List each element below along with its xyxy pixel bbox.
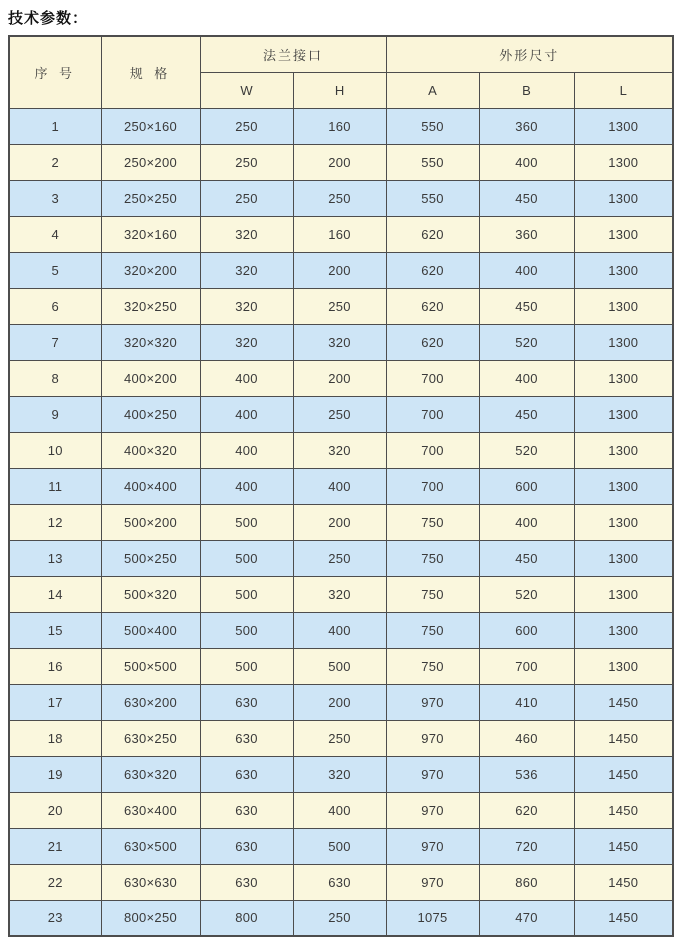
table-row (9, 108, 673, 144)
cell-index: 15 (9, 612, 101, 648)
cell-index: 16 (9, 648, 101, 684)
cell-h: 250 (293, 720, 386, 756)
table-row (9, 360, 673, 396)
table-row (9, 612, 673, 648)
cell-l: 1300 (574, 432, 673, 468)
cell-l: 1300 (574, 180, 673, 216)
cell-index: 12 (9, 504, 101, 540)
cell-b: 620 (479, 792, 574, 828)
cell-b: 536 (479, 756, 574, 792)
cell-spec: 630×320 (101, 756, 200, 792)
cell-w: 500 (200, 576, 293, 612)
header-col-spec: 规 格 (101, 36, 200, 108)
cell-w: 400 (200, 468, 293, 504)
cell-a: 970 (386, 684, 479, 720)
cell-h: 500 (293, 828, 386, 864)
cell-h: 160 (293, 216, 386, 252)
cell-l: 1450 (574, 900, 673, 936)
cell-l: 1450 (574, 864, 673, 900)
table-row (9, 792, 673, 828)
cell-w: 630 (200, 684, 293, 720)
cell-index: 6 (9, 288, 101, 324)
cell-w: 320 (200, 324, 293, 360)
cell-h: 200 (293, 144, 386, 180)
header-col-b: B (479, 72, 574, 108)
table-row (9, 648, 673, 684)
cell-w: 250 (200, 144, 293, 180)
cell-h: 400 (293, 468, 386, 504)
cell-h: 630 (293, 864, 386, 900)
cell-a: 700 (386, 432, 479, 468)
cell-b: 860 (479, 864, 574, 900)
cell-spec: 400×200 (101, 360, 200, 396)
table-row (9, 144, 673, 180)
header-group-dimensions: 外形尺寸 (386, 36, 673, 72)
cell-index: 23 (9, 900, 101, 936)
cell-spec: 630×400 (101, 792, 200, 828)
cell-l: 1300 (574, 288, 673, 324)
cell-h: 400 (293, 792, 386, 828)
header-col-w: W (200, 72, 293, 108)
cell-l: 1450 (574, 720, 673, 756)
cell-l: 1300 (574, 612, 673, 648)
cell-index: 21 (9, 828, 101, 864)
cell-b: 400 (479, 252, 574, 288)
cell-h: 250 (293, 288, 386, 324)
cell-b: 700 (479, 648, 574, 684)
cell-a: 970 (386, 720, 479, 756)
cell-a: 750 (386, 504, 479, 540)
cell-index: 4 (9, 216, 101, 252)
cell-h: 320 (293, 756, 386, 792)
cell-h: 320 (293, 576, 386, 612)
cell-h: 250 (293, 396, 386, 432)
table-row (9, 540, 673, 576)
cell-l: 1300 (574, 252, 673, 288)
cell-a: 700 (386, 360, 479, 396)
cell-b: 600 (479, 612, 574, 648)
cell-l: 1450 (574, 792, 673, 828)
cell-l: 1300 (574, 108, 673, 144)
cell-spec: 400×320 (101, 432, 200, 468)
header-col-a: A (386, 72, 479, 108)
cell-index: 18 (9, 720, 101, 756)
cell-w: 320 (200, 288, 293, 324)
cell-h: 200 (293, 684, 386, 720)
cell-h: 200 (293, 252, 386, 288)
table-row (9, 288, 673, 324)
cell-w: 250 (200, 108, 293, 144)
cell-l: 1300 (574, 504, 673, 540)
table-row (9, 720, 673, 756)
cell-b: 470 (479, 900, 574, 936)
cell-a: 970 (386, 792, 479, 828)
cell-spec: 500×320 (101, 576, 200, 612)
cell-b: 450 (479, 540, 574, 576)
cell-w: 800 (200, 900, 293, 936)
cell-index: 7 (9, 324, 101, 360)
table-row (9, 684, 673, 720)
cell-spec: 500×250 (101, 540, 200, 576)
cell-b: 360 (479, 108, 574, 144)
cell-b: 400 (479, 360, 574, 396)
cell-b: 520 (479, 432, 574, 468)
cell-l: 1300 (574, 144, 673, 180)
cell-h: 200 (293, 504, 386, 540)
cell-a: 970 (386, 828, 479, 864)
cell-a: 620 (386, 324, 479, 360)
header-row-groups (9, 36, 673, 72)
cell-b: 360 (479, 216, 574, 252)
cell-w: 630 (200, 864, 293, 900)
cell-spec: 250×250 (101, 180, 200, 216)
table-row (9, 900, 673, 936)
cell-spec: 500×500 (101, 648, 200, 684)
cell-w: 400 (200, 396, 293, 432)
cell-l: 1450 (574, 828, 673, 864)
cell-spec: 400×400 (101, 468, 200, 504)
cell-a: 620 (386, 216, 479, 252)
cell-w: 320 (200, 252, 293, 288)
table-row (9, 432, 673, 468)
cell-w: 500 (200, 612, 293, 648)
cell-b: 520 (479, 324, 574, 360)
cell-a: 970 (386, 864, 479, 900)
cell-b: 400 (479, 504, 574, 540)
cell-b: 450 (479, 288, 574, 324)
cell-a: 700 (386, 468, 479, 504)
page-title: 技术参数： (8, 10, 89, 27)
cell-spec: 500×200 (101, 504, 200, 540)
cell-l: 1300 (574, 468, 673, 504)
cell-spec: 630×200 (101, 684, 200, 720)
cell-w: 400 (200, 432, 293, 468)
table-row (9, 828, 673, 864)
cell-a: 550 (386, 180, 479, 216)
cell-w: 500 (200, 648, 293, 684)
cell-b: 450 (479, 180, 574, 216)
cell-w: 400 (200, 360, 293, 396)
cell-b: 400 (479, 144, 574, 180)
header-group-flange: 法兰接口 (200, 36, 386, 72)
cell-a: 550 (386, 108, 479, 144)
cell-index: 14 (9, 576, 101, 612)
cell-b: 450 (479, 396, 574, 432)
cell-a: 750 (386, 540, 479, 576)
cell-w: 500 (200, 504, 293, 540)
table-row (9, 252, 673, 288)
cell-spec: 800×250 (101, 900, 200, 936)
table-body (9, 108, 673, 936)
table-header (9, 36, 673, 108)
cell-h: 320 (293, 432, 386, 468)
cell-l: 1450 (574, 684, 673, 720)
cell-a: 970 (386, 756, 479, 792)
cell-l: 1300 (574, 324, 673, 360)
cell-a: 700 (386, 396, 479, 432)
cell-b: 600 (479, 468, 574, 504)
cell-index: 22 (9, 864, 101, 900)
cell-w: 630 (200, 792, 293, 828)
cell-w: 250 (200, 180, 293, 216)
cell-spec: 630×630 (101, 864, 200, 900)
cell-spec: 400×250 (101, 396, 200, 432)
cell-h: 250 (293, 540, 386, 576)
table-row (9, 576, 673, 612)
cell-spec: 500×400 (101, 612, 200, 648)
cell-index: 17 (9, 684, 101, 720)
table-row (9, 324, 673, 360)
cell-index: 1 (9, 108, 101, 144)
cell-spec: 320×200 (101, 252, 200, 288)
cell-index: 2 (9, 144, 101, 180)
cell-w: 630 (200, 720, 293, 756)
cell-spec: 250×160 (101, 108, 200, 144)
cell-spec: 320×320 (101, 324, 200, 360)
cell-index: 11 (9, 468, 101, 504)
cell-h: 500 (293, 648, 386, 684)
cell-w: 630 (200, 828, 293, 864)
table-row (9, 864, 673, 900)
header-col-l: L (574, 72, 673, 108)
cell-spec: 320×250 (101, 288, 200, 324)
cell-l: 1300 (574, 648, 673, 684)
cell-h: 400 (293, 612, 386, 648)
cell-b: 520 (479, 576, 574, 612)
table-row (9, 216, 673, 252)
cell-b: 410 (479, 684, 574, 720)
cell-l: 1300 (574, 540, 673, 576)
cell-l: 1300 (574, 396, 673, 432)
cell-h: 250 (293, 900, 386, 936)
cell-index: 3 (9, 180, 101, 216)
spec-table (8, 35, 674, 937)
cell-spec: 320×160 (101, 216, 200, 252)
cell-index: 5 (9, 252, 101, 288)
cell-b: 720 (479, 828, 574, 864)
cell-w: 630 (200, 756, 293, 792)
cell-l: 1300 (574, 576, 673, 612)
header-col-h: H (293, 72, 386, 108)
cell-index: 20 (9, 792, 101, 828)
cell-a: 750 (386, 648, 479, 684)
cell-b: 460 (479, 720, 574, 756)
cell-index: 9 (9, 396, 101, 432)
cell-l: 1450 (574, 756, 673, 792)
cell-index: 10 (9, 432, 101, 468)
cell-h: 160 (293, 108, 386, 144)
cell-index: 19 (9, 756, 101, 792)
cell-spec: 250×200 (101, 144, 200, 180)
cell-a: 620 (386, 288, 479, 324)
table-row (9, 396, 673, 432)
cell-l: 1300 (574, 360, 673, 396)
cell-a: 750 (386, 612, 479, 648)
table-row (9, 756, 673, 792)
table-row (9, 504, 673, 540)
cell-spec: 630×250 (101, 720, 200, 756)
cell-index: 8 (9, 360, 101, 396)
cell-index: 13 (9, 540, 101, 576)
cell-h: 320 (293, 324, 386, 360)
cell-h: 250 (293, 180, 386, 216)
cell-spec: 630×500 (101, 828, 200, 864)
cell-a: 620 (386, 252, 479, 288)
table-row (9, 468, 673, 504)
cell-l: 1300 (574, 216, 673, 252)
cell-a: 1075 (386, 900, 479, 936)
header-col-index: 序 号 (9, 36, 101, 108)
cell-a: 750 (386, 576, 479, 612)
table-row (9, 180, 673, 216)
cell-h: 200 (293, 360, 386, 396)
cell-w: 500 (200, 540, 293, 576)
cell-a: 550 (386, 144, 479, 180)
cell-w: 320 (200, 216, 293, 252)
